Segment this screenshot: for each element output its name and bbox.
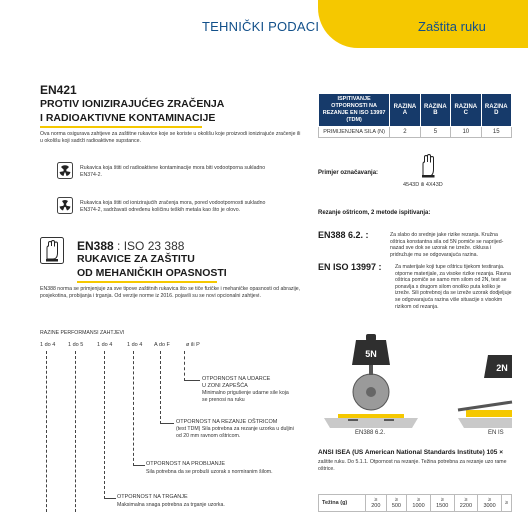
cut-table-cell: 2 [390, 127, 420, 138]
cut-table-cell: 5 [420, 127, 450, 138]
en388-62-title: EN388 6.2. : [318, 230, 369, 240]
cut-table-col-d: RAZINA D [481, 94, 511, 127]
cut-table-col-b: RAZINA B [420, 94, 450, 127]
tear-title: OTPORNOST NA TRGANJE [117, 494, 188, 500]
cut-tdm-connector [160, 351, 162, 424]
en421-item1: Rukavica koja štiti od radioaktivne kontaminacije mora biti vodootporna sukladno EN374-2. [80, 165, 266, 178]
abrasion-connector [46, 351, 48, 512]
en388-title-line2: OD MEHANIČKIH OPASNOSTI [77, 267, 227, 279]
level-cut: 1 do 5 [68, 342, 84, 348]
en421-title-line1: PROTIV IONIZIRAJUĆEG ZRAČENJA [40, 98, 225, 110]
en388-code: EN388 [77, 239, 114, 253]
en388-iso: : ISO 23 388 [117, 239, 185, 253]
en388-62-text-cont [318, 246, 512, 260]
cut-table-col-c: RAZINA C [451, 94, 481, 127]
tear-text: Maksimalna snaga potrebna za trganje uzorka. [117, 502, 225, 508]
impact-text: Minimalno prigušenje udarne sile koja se prenosi na ruku [202, 390, 289, 403]
cut-table [318, 93, 512, 138]
caption-en-iso: EN IS [488, 430, 504, 436]
ansi-text: zaštite ruku. Do 5.1.1. Otpornost na rezanje. Težina potrebna za rezanje uzo rame oštrice. [318, 459, 507, 472]
impact-title: OTPORNOST NA UDARCE [202, 376, 271, 382]
level-abrasion: 1 do 4 [40, 342, 56, 348]
level-puncture: 1 do 4 [127, 342, 143, 348]
impact-connector [184, 351, 186, 381]
cut-test-illustration [318, 330, 512, 450]
en421-underline [40, 126, 202, 128]
cut-table-col-a: RAZINA A [390, 94, 420, 127]
puncture-title: OTPORNOST NA PROBIJANJE [146, 461, 226, 467]
section-title: TEHNIČKI PODACI [202, 19, 320, 34]
ansi-cell: ≥ 2200 [454, 495, 478, 512]
en421-intro: Ova norma osigurava zahtjeve za zaštitne rukavice koje se koriste u okolišu koje proizvodi ionizirajuće zračenje ili u okolišu koji sadrži radioaktivne supstance. [40, 131, 301, 144]
en421-code: EN421 [40, 83, 77, 97]
methods-title: Rezanje oštricom, 2 metode ispitivanja: [318, 210, 431, 216]
cut-table-header: ISPITIVANJE OTPORNOSTI NA REZANJE EN ISO 13997 (TDM) [319, 94, 390, 127]
puncture-connector [133, 351, 135, 466]
weight-5n-label: 5N [365, 349, 377, 359]
ansi-cell: ≥ 1500 [430, 495, 454, 512]
cut-tdm-connector-h [160, 423, 174, 424]
cut-tdm-text: (test TDM) Sila potrebna za rezanje uzorka u duljini od 20 mm ravnom oštricom. [176, 426, 294, 439]
level-cut-tdm: A do F [154, 342, 170, 348]
ansi-cell: ≥ 3000 [478, 495, 502, 512]
category-title: Zaštita ruku [418, 19, 486, 34]
en388-62-text: Za slabo do srednje jake rizike rezanja. Kružna oštrica konstantna sila od 5N pomiče se naprijed-nazad sve dok se uzorak ne izreže. ciklusa i pridružuje mu se odgovarajuća razina. [390, 232, 504, 258]
ionizing-radiation-icon [57, 197, 73, 219]
level-tear: 1 do 4 [97, 342, 113, 348]
caption-en388-62: EN388 6.2. [355, 430, 386, 436]
tear-connector-h [104, 498, 116, 499]
ansi-cell: ≥ 500 [386, 495, 407, 512]
impact-title-2: U ZONI ZAPEŠĆA [202, 383, 248, 389]
glove-marking-icon [415, 152, 441, 183]
en388-title-line1: RUKAVICE ZA ZAŠTITU [77, 253, 195, 265]
cut-table-cell: 10 [451, 127, 481, 138]
ansi-table-wrap [318, 494, 512, 512]
marking-label: Primjer označavanja: [318, 170, 379, 176]
en421-title-line2: I RADIOAKTIVNE KONTAMINACIJE [40, 112, 216, 124]
en388-heading [77, 239, 184, 253]
iso-13997-text: Za materijale koji tupe oštricu tijekom testiranja. otporne materijale, za visoke rizike rezanja. Ravna oštrica pomiče se samo mm silom od 2N, test se ponavlja s drugom silom onoliko puta koliko je izreže. Sili potrebnoj da se izreže uzorak dodjeljuje se odgovarajuća razina više situacije s visokim rizikom od rezanja. [395, 264, 512, 310]
en388-intro: EN388 norma se primjenjuje za sve tipove zaštitnih rukavica što se tiče fizičke i mehaničke opasnosti od abrazije, posjekotina, probijanja i trganja. Od verzije norme iz 2016. pojavili su se novi opcionalni zahtjevi. [40, 286, 301, 299]
radioactive-contamination-icon [57, 162, 73, 184]
weight-2n-label: 2N [496, 363, 508, 373]
cut-table-row-label: PRIMIJENJENA SILA (N) [319, 127, 390, 138]
cut-tdm-title: OTPORNOST NA REZANJE OŠTRICOM [176, 419, 278, 425]
ansi-cell: ≥ 200 [366, 495, 387, 512]
ansi-row-label: Težina (g) [319, 495, 366, 512]
cut-connector [75, 351, 77, 512]
ansi-cell: ≥ 1000 [407, 495, 431, 512]
ansi-title: ANSI ISEA (US American National Standards Institute) 105 × [318, 449, 503, 456]
puncture-connector-h [133, 465, 145, 466]
en421-item2: Rukavica koja štiti od ionizirajućih zračenja mora, pored vodootpornosti sukladno EN374-2, sadržavati određenu količinu teških metala kao što je olovo. [80, 200, 266, 213]
level-impact: ø ili P [186, 342, 200, 348]
cut-table-wrap [318, 93, 512, 138]
levels-title: RAZINE PERFORMANSI ZAHTJEVI [40, 330, 125, 336]
cut-table-cell: 15 [481, 127, 511, 138]
iso-13997-title: EN ISO 13997 : [318, 262, 382, 272]
puncture-text: Sila potrebna da se probuši uzorak s normiranim šilom. [146, 469, 273, 475]
tear-connector [104, 351, 106, 499]
ansi-table [318, 494, 512, 512]
en388-underline [77, 281, 217, 283]
ansi-cell: ≥ [501, 495, 511, 512]
marking-code: 4543D ili 4X43D [403, 182, 443, 188]
impact-connector-h [184, 380, 200, 381]
mechanical-hazard-icon [40, 237, 64, 269]
